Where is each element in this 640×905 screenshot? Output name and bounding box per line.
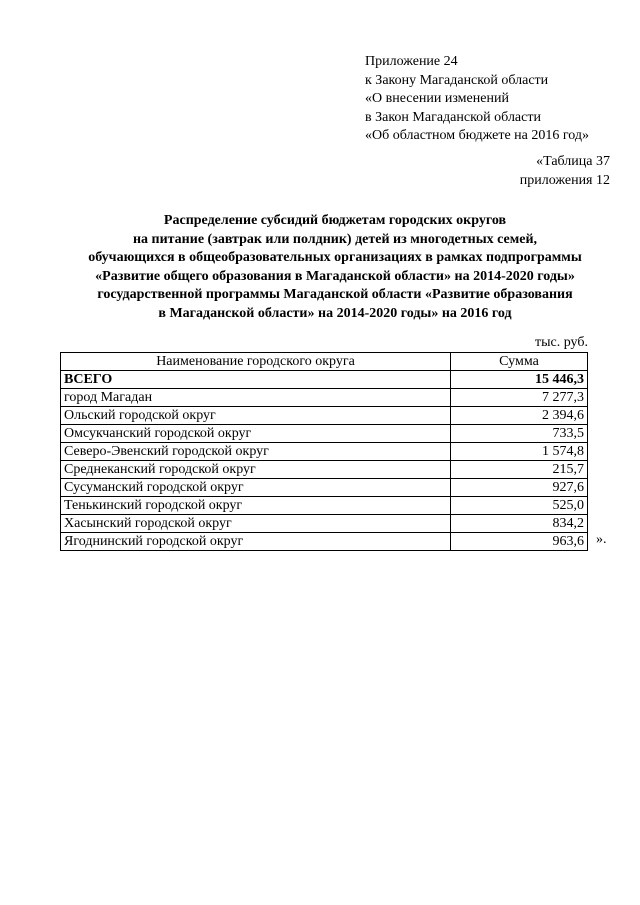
row-name: Тенькинский городской округ xyxy=(61,497,451,515)
appendix-line: Приложение 24 xyxy=(365,54,458,69)
table-header-row xyxy=(61,353,588,371)
title-line: в Магаданской области» на 2014-2020 годы» на 2016 год xyxy=(158,305,512,321)
table-row xyxy=(61,515,588,533)
header-name: Наименование городского округа xyxy=(61,353,451,371)
title-line: обучающихся в общеобразовательных организациях в рамках подпрограммы xyxy=(88,250,582,266)
title-line: Распределение субсидий бюджетам городских округов xyxy=(163,213,507,228)
table-row xyxy=(61,533,588,551)
row-sum: 525,0 xyxy=(451,497,588,515)
total-sum: 15 446,3 xyxy=(451,371,588,389)
row-name: Омсукчанский городской округ xyxy=(61,425,451,443)
row-sum: 834,2 xyxy=(451,515,588,533)
row-sum: 963,6 xyxy=(451,533,588,551)
row-sum: 927,6 xyxy=(451,479,588,497)
appendix-line: к Закону Магаданской области xyxy=(365,72,549,88)
table-row xyxy=(61,389,588,407)
table-reference-line: «Таблица 37 xyxy=(536,154,610,169)
row-name: Ольский городской округ xyxy=(61,407,451,425)
document-title xyxy=(40,212,630,324)
table-row xyxy=(61,497,588,515)
appendix-line: «О внесении изменений xyxy=(365,91,509,107)
table-row xyxy=(61,407,588,425)
row-name: город Магадан xyxy=(61,389,451,407)
table-row xyxy=(61,425,588,443)
header-sum: Сумма xyxy=(451,353,588,371)
row-name: Ягоднинский городской округ xyxy=(61,533,451,551)
total-row xyxy=(61,371,588,389)
title-line: государственной программы Магаданской области «Развитие образования xyxy=(97,287,573,303)
row-name: Северо-Эвенский городской округ xyxy=(61,443,451,461)
appendix-header xyxy=(365,53,589,146)
units-label: тыс. руб. xyxy=(535,335,588,350)
table-row xyxy=(61,443,588,461)
table-reference-line: приложения 12 xyxy=(519,172,610,188)
table-row xyxy=(61,461,588,479)
table-reference xyxy=(520,153,610,190)
appendix-line: «Об областном бюджете на 2016 год» xyxy=(365,128,589,144)
row-name: Среднеканский городской округ xyxy=(61,461,451,479)
row-sum: 7 277,3 xyxy=(451,389,588,407)
total-name: ВСЕГО xyxy=(61,371,451,389)
row-sum: 733,5 xyxy=(451,425,588,443)
row-sum: 1 574,8 xyxy=(451,443,588,461)
subsidy-table xyxy=(60,352,588,551)
row-sum: 215,7 xyxy=(451,461,588,479)
title-line: на питание (завтрак или полдник) детей из многодетных семей, xyxy=(132,231,538,247)
appendix-line: в Закон Магаданской области xyxy=(365,109,541,125)
closing-quote: ». xyxy=(596,532,607,547)
row-sum: 2 394,6 xyxy=(451,407,588,425)
table-row xyxy=(61,479,588,497)
row-name: Хасынский городской округ xyxy=(61,515,451,533)
title-line: «Развитие общего образования в Магаданской области» на 2014-2020 годы» xyxy=(95,268,575,284)
row-name: Сусуманский городской округ xyxy=(61,479,451,497)
